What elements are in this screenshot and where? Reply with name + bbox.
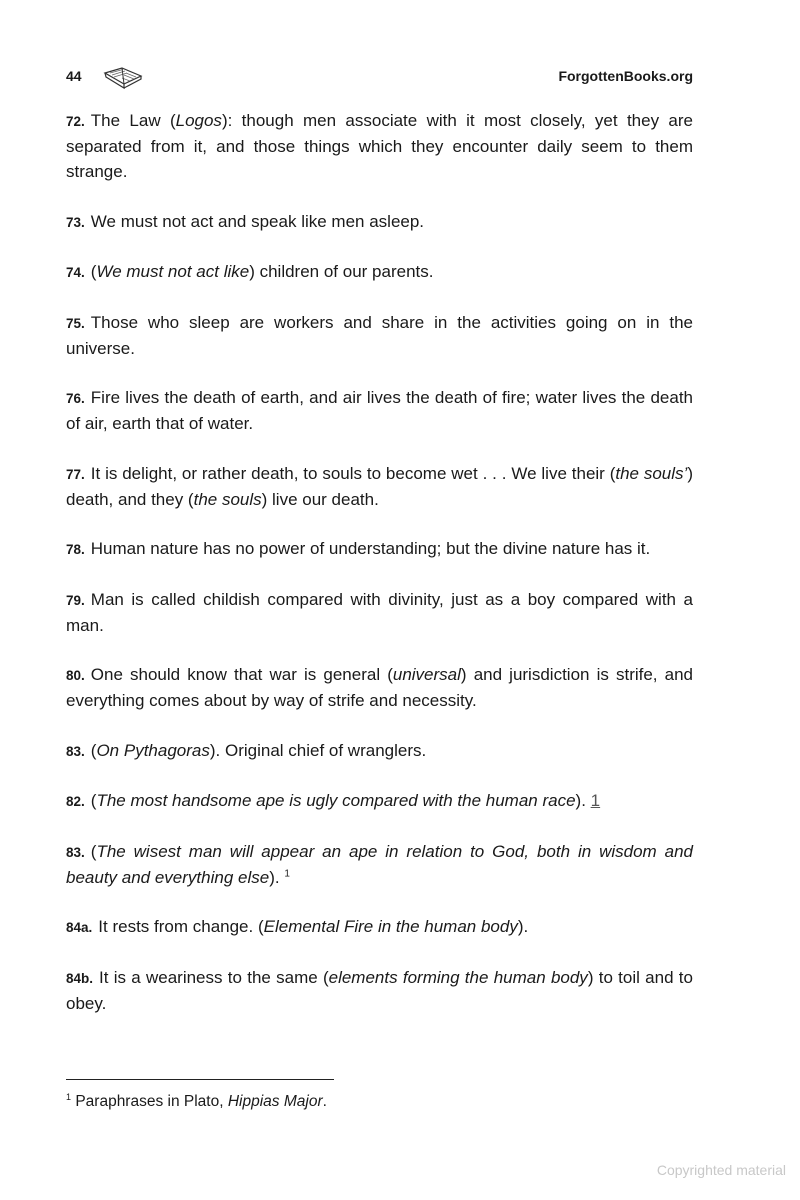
fragment-number: 73.: [66, 214, 85, 230]
fragment-number: 84b.: [66, 970, 94, 986]
fragment-number: 83.: [66, 844, 85, 860]
fragment-italic-text: Logos: [175, 111, 222, 130]
page-number: 44: [66, 68, 82, 84]
footnote: [66, 1091, 327, 1113]
fragment-italic-text: On Pythagoras: [96, 740, 210, 760]
fragment-text: It rests from change. (: [98, 917, 264, 936]
fragment-text: (: [90, 841, 97, 861]
fragment-italic-text: universal: [392, 665, 461, 684]
fragment-text: ).: [575, 791, 591, 810]
fragment-number: 75.: [66, 315, 85, 331]
fragment: [66, 108, 693, 184]
fragment: [66, 536, 693, 562]
fragment-text: One should know that war is general (: [90, 665, 393, 684]
fragment-text: ) children of our parents.: [249, 262, 434, 281]
footnote-title: Hippias Major: [227, 1093, 323, 1110]
fragment-number: 77.: [66, 466, 85, 482]
fragment-number: 72.: [66, 114, 85, 129]
fragment: [66, 788, 693, 814]
fragment-text: It is a weariness to the same (: [99, 967, 329, 987]
fragment-text: Man is called childish compared with divinity, just as a boy compared with a man.: [66, 589, 693, 635]
fragment-text: ).: [517, 917, 529, 936]
footnote-text: Paraphrases in Plato,: [75, 1093, 228, 1110]
fragment-number: 79.: [66, 592, 85, 608]
fragment: [66, 310, 693, 361]
fragment: [66, 461, 693, 512]
fragment-number: 84a.: [66, 920, 93, 935]
fragment-italic-text: The wisest man will appear an ape in relation to God, both in wisdom and beauty and everything else: [66, 841, 693, 887]
copyright-watermark: Copyrighted material: [656, 1162, 786, 1178]
fragment-italic-text: The most handsome ape is ugly compared with the human race: [96, 791, 576, 810]
fragment: [66, 914, 693, 940]
fragment-italic-text: the souls’: [615, 463, 688, 483]
fragment-number: 80.: [66, 668, 85, 683]
fragment: [66, 662, 693, 713]
fragment-italic-text: We must not act like: [96, 262, 250, 281]
fragment-text: (: [90, 262, 97, 281]
fragment: [66, 965, 693, 1016]
fragment-text: (: [90, 791, 97, 810]
fragment-text: (: [90, 740, 97, 760]
footnote-end: .: [322, 1093, 327, 1110]
fragment: [66, 738, 693, 764]
page-header: [66, 64, 693, 92]
fragment-text: We must not act and speak like men asleep.: [90, 211, 425, 231]
fragment-text: ): though men associate with it most closely, yet they are separated from it, and those things which they encounter daily seem to them strange.: [66, 111, 693, 181]
fragment-text: ). Original chief of wranglers.: [209, 740, 427, 760]
fragment: [66, 587, 693, 638]
fragment-italic-text: elements forming the human body: [328, 967, 588, 987]
footnote-link[interactable]: 1: [590, 791, 601, 810]
fragment-number: 76.: [66, 391, 85, 406]
fragment-text: ) death, and they (: [66, 463, 693, 509]
fragment-italic-text: the souls: [193, 489, 262, 509]
fragment-text: Fire lives the death of earth, and air lives the death of fire; water lives the death of air, earth that of water.: [66, 388, 693, 433]
fragment-text: ).: [269, 867, 285, 887]
fragment: [66, 839, 693, 890]
footnote-divider: [66, 1079, 334, 1080]
fragment-text: ) and jurisdiction is strife, and everything comes about by way of strife and necessity.: [66, 665, 694, 710]
fragment-italic-text: Elemental Fire in the human body: [263, 917, 518, 936]
fragment-text: It is delight, or rather death, to souls to become wet . . . We live their (: [90, 463, 616, 483]
fragment-text: Those who sleep are workers and share in the activities going on in the universe.: [66, 312, 693, 358]
open-book-icon: [102, 64, 144, 95]
fragment: [66, 259, 693, 285]
fragment-number: 78.: [66, 542, 85, 557]
fragment-number: 82.: [66, 794, 85, 809]
fragment-number: 83.: [66, 743, 85, 759]
fragment-text: The Law (: [90, 111, 176, 130]
fragment-number: 74.: [66, 265, 85, 280]
fragment-text: Human nature has no power of understanding; but the divine nature has it.: [90, 539, 651, 558]
site-name: ForgottenBooks.org: [558, 68, 693, 84]
fragment-text: ) live our death.: [261, 489, 379, 509]
fragment-text: ) to toil and to obey.: [66, 967, 693, 1013]
footnote-marker: 1: [66, 1091, 72, 1102]
fragment: [66, 209, 693, 235]
fragment: [66, 385, 693, 436]
footnote-superscript: 1: [284, 867, 290, 879]
page-body: [66, 108, 693, 1040]
